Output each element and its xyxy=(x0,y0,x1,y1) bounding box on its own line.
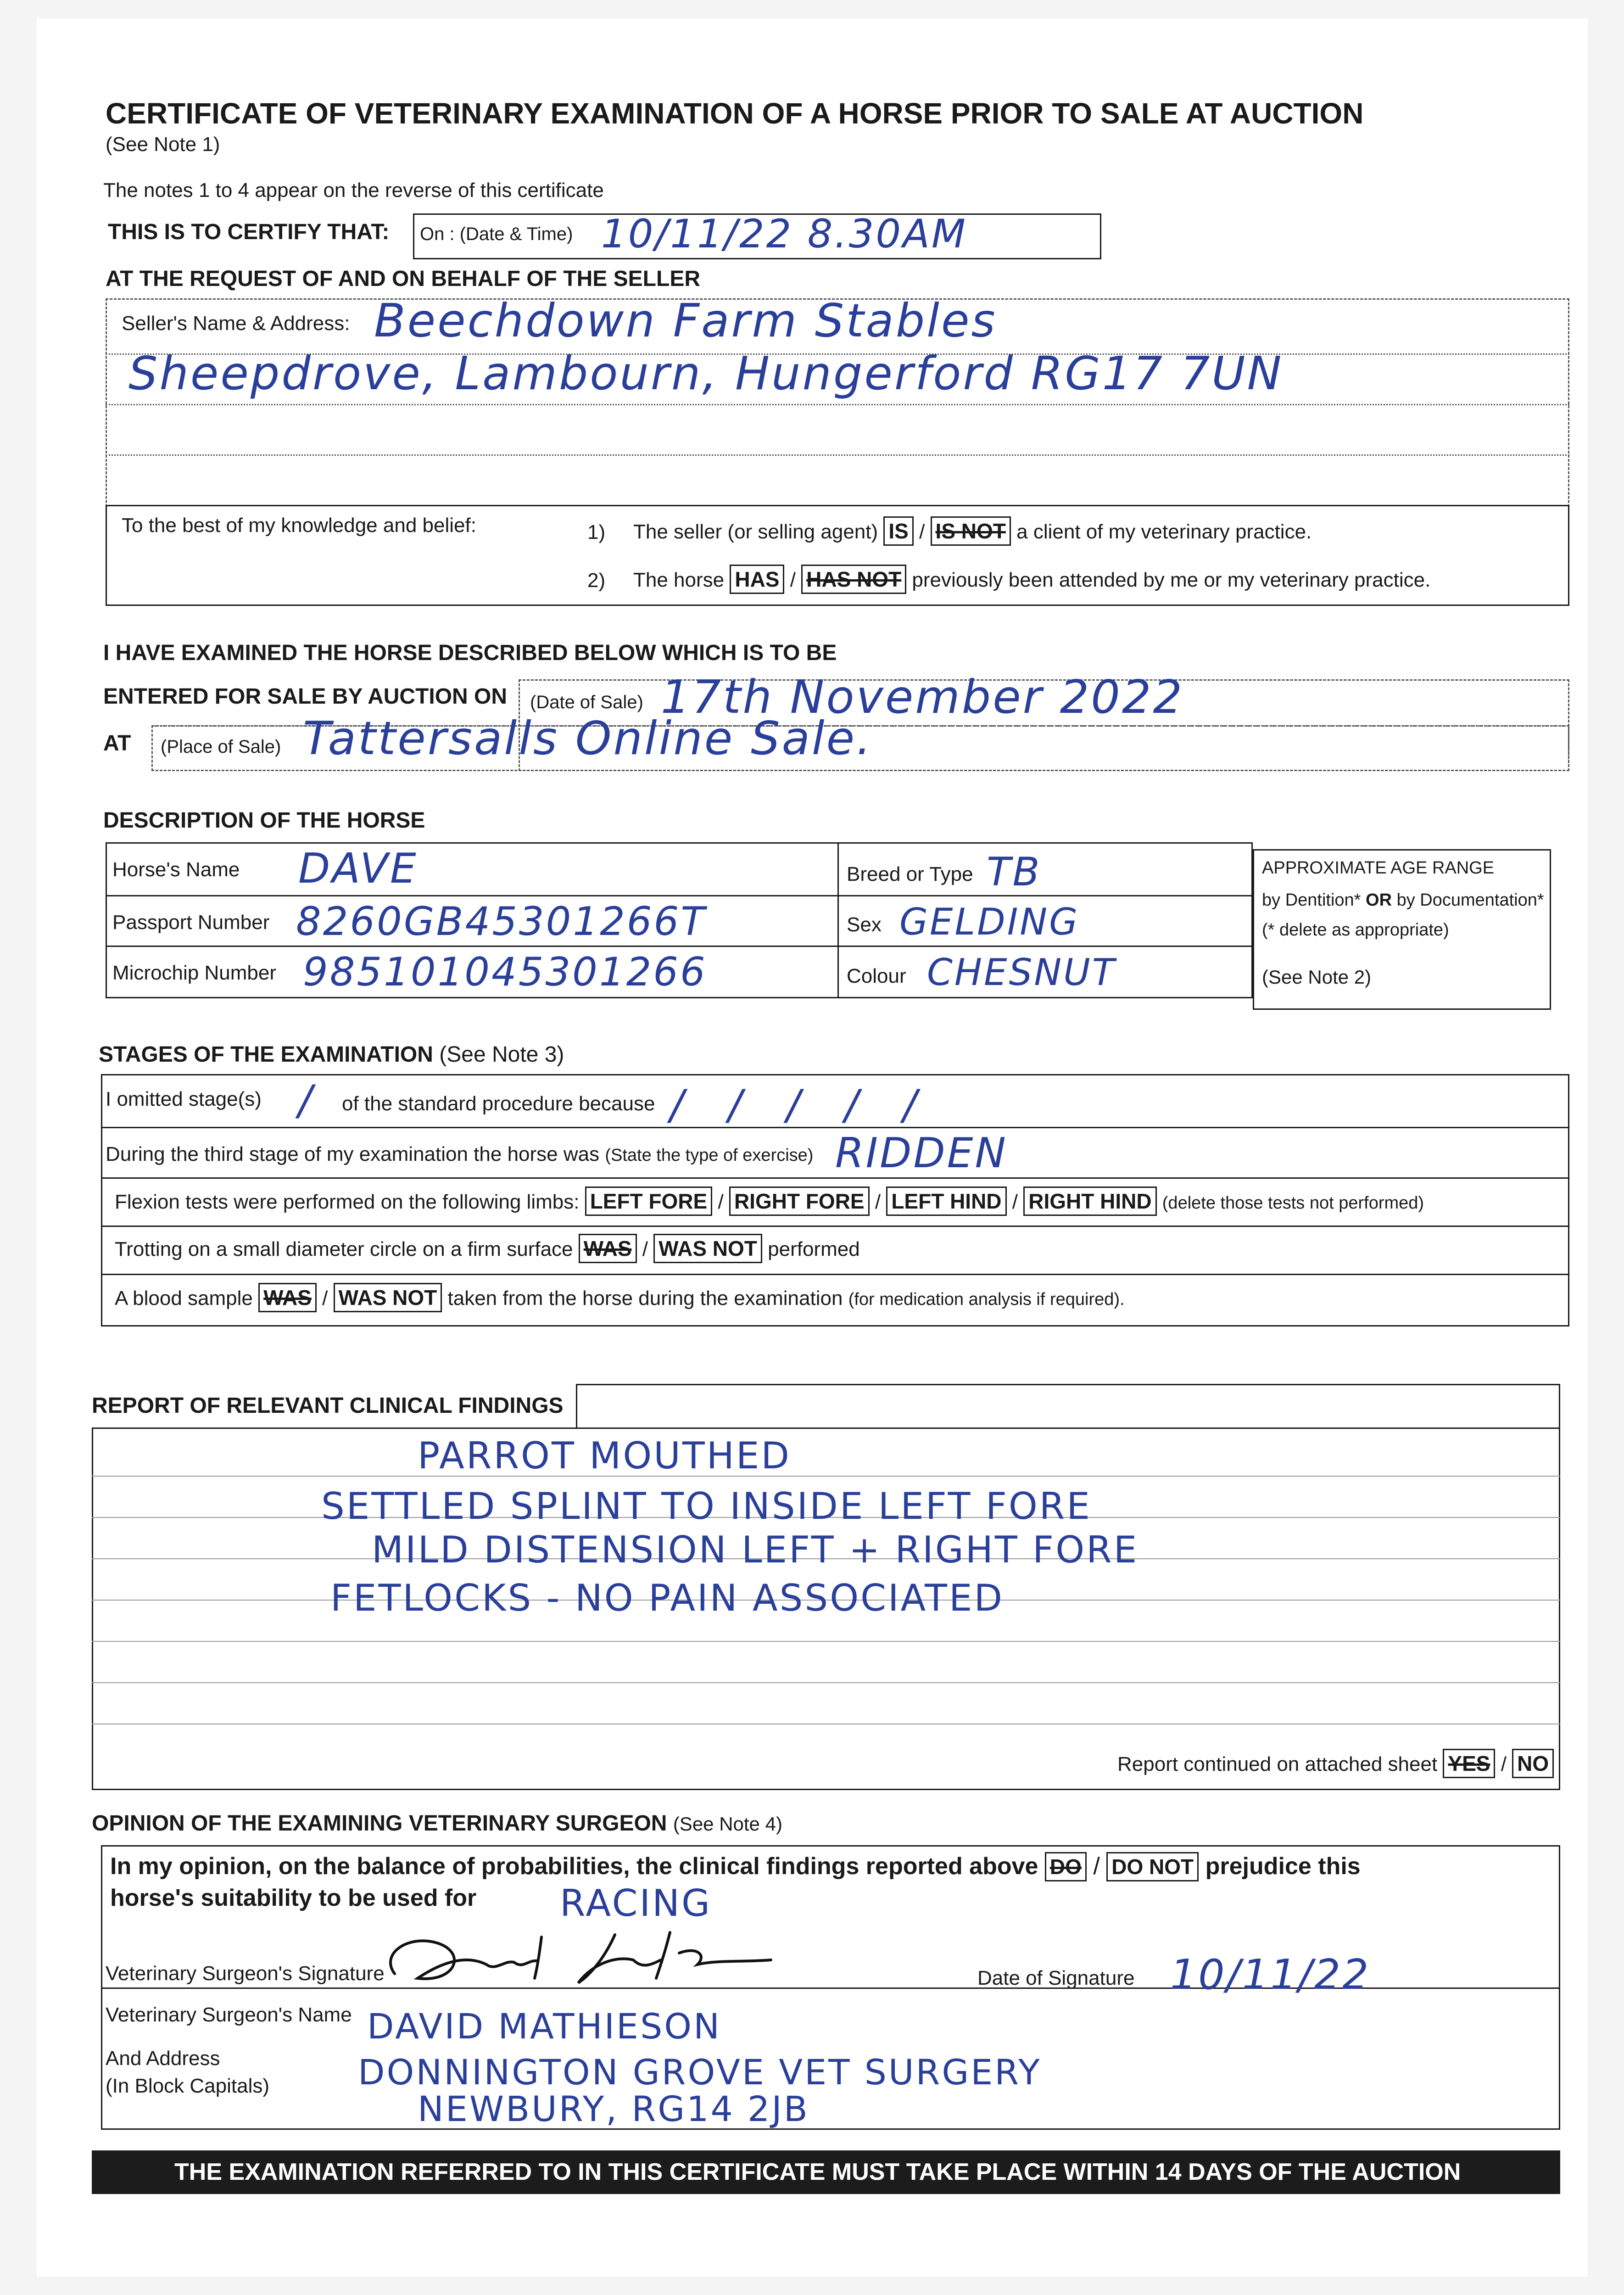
trotting-was[interactable]: WAS xyxy=(579,1234,637,1263)
entered-label: ENTERED FOR SALE BY AUCTION ON xyxy=(103,684,508,709)
omitted-reason-value[interactable]: / / / / / xyxy=(670,1081,919,1129)
finding-line-2: SETTLED SPLINT TO INSIDE LEFT FORE xyxy=(321,1485,1092,1528)
flexion-left-fore[interactable]: LEFT FORE xyxy=(585,1187,713,1216)
third-stage-value[interactable]: RIDDEN xyxy=(835,1129,1008,1177)
passport-label: Passport Number xyxy=(112,911,270,934)
flexion-row: Flexion tests were performed on the following limbs: LEFT FORE / RIGHT FORE / LEFT HIND / RIGHT HIND (delete those tests not performed) xyxy=(115,1187,1424,1216)
knowledge-label: To the best of my knowledge and belief: xyxy=(122,514,476,537)
seller-label: Seller's Name & Address: xyxy=(122,312,350,335)
q1-option-is-not[interactable]: IS NOT xyxy=(931,516,1011,546)
breed-value[interactable]: TB xyxy=(987,849,1042,895)
q2-number: 2) xyxy=(587,569,606,592)
colour-label: Colour xyxy=(847,965,906,987)
examined-label: I HAVE EXAMINED THE HORSE DESCRIBED BELOW WHICH IS TO BE xyxy=(103,641,837,665)
breed-label: Breed or Type xyxy=(847,863,973,885)
sex-value[interactable]: GELDING xyxy=(899,901,1080,943)
microchip-value[interactable]: 985101045301266 xyxy=(303,949,707,995)
trotting-was-not[interactable]: WAS NOT xyxy=(653,1234,762,1263)
veterinary-signature[interactable] xyxy=(376,1928,881,1992)
continued-row: Report continued on attached sheet YES / NO xyxy=(1117,1749,1554,1778)
opinion-heading: OPINION OF THE EXAMINING VETERINARY SURGEON (See Note 4) xyxy=(92,1811,782,1836)
seller-line-1[interactable]: Beechdown Farm Stables xyxy=(374,294,997,347)
finding-line-3: MILD DISTENSION LEFT + RIGHT FORE xyxy=(372,1528,1139,1571)
blood-was-not[interactable]: WAS NOT xyxy=(334,1283,442,1312)
sex-label: Sex xyxy=(847,913,882,936)
suitability-value[interactable]: RACING xyxy=(560,1882,712,1925)
omitted-because-label: of the standard procedure because xyxy=(342,1092,655,1115)
stages-heading: STAGES OF THE EXAMINATION (See Note 3) xyxy=(99,1042,564,1067)
vet-address-line-2[interactable]: NEWBURY, RG14 2JB xyxy=(418,2088,809,2129)
passport-value[interactable]: 8260GB45301266T xyxy=(296,899,707,945)
q1-label: The seller (or selling agent) xyxy=(633,521,878,543)
continued-yes[interactable]: YES xyxy=(1443,1749,1495,1778)
opinion-do[interactable]: DO xyxy=(1045,1852,1087,1881)
q1-tail: a client of my veterinary practice. xyxy=(1016,521,1312,543)
date-time-label: On : (Date & Time) xyxy=(420,224,573,244)
sale-place-value: Tattersalls Online Sale. xyxy=(303,711,873,765)
q1-option-is[interactable]: IS xyxy=(883,516,913,546)
seller-line-2[interactable]: Sheepdrove, Lambourn, Hungerford RG17 7UN xyxy=(128,347,1284,400)
q1-number: 1) xyxy=(587,521,606,543)
findings-header-box xyxy=(576,1384,1560,1427)
age-line-2: by Dentition* OR by Documentation* xyxy=(1262,890,1544,910)
footer-banner-text: THE EXAMINATION REFERRED TO IN THIS CERTIFICATE MUST TAKE PLACE WITHIN 14 DAYS OF THE AUCTION xyxy=(174,2159,1461,2185)
blood-was[interactable]: WAS xyxy=(258,1283,317,1312)
flexion-right-hind[interactable]: RIGHT HIND xyxy=(1023,1187,1156,1216)
age-by-dentition[interactable]: by Dentition* xyxy=(1262,890,1361,910)
certificate-page xyxy=(37,18,1588,2277)
q2-tail: previously been attended by me or my veterinary practice. xyxy=(912,569,1431,591)
horse-name-label: Horse's Name xyxy=(112,858,240,881)
vet-name-label: Veterinary Surgeon's Name xyxy=(106,2004,352,2026)
continued-no[interactable]: NO xyxy=(1512,1749,1554,1778)
notes-line: The notes 1 to 4 appear on the reverse of this certificate xyxy=(103,179,604,202)
colour-value[interactable]: CHESNUT xyxy=(927,951,1116,994)
microchip-label: Microchip Number xyxy=(112,962,276,984)
age-line-1: APPROXIMATE AGE RANGE xyxy=(1262,858,1495,878)
q2-option-has-not[interactable]: HAS NOT xyxy=(801,565,906,594)
age-note: (See Note 2) xyxy=(1262,966,1372,988)
finding-line-1: PARROT MOUTHED xyxy=(418,1434,792,1477)
request-label: AT THE REQUEST OF AND ON BEHALF OF THE SELLER xyxy=(106,267,700,291)
third-stage-label: During the third stage of my examination the horse was (State the type of exercise) xyxy=(106,1143,814,1165)
finding-line-4: FETLOCKS - NO PAIN ASSOCIATED xyxy=(330,1577,1005,1619)
vet-address-line-1[interactable]: DONNINGTON GROVE VET SURGERY xyxy=(358,2052,1042,2093)
findings-heading: REPORT OF RELEVANT CLINICAL FINDINGS xyxy=(92,1394,564,1418)
signature-date-label: Date of Signature xyxy=(977,1967,1135,1989)
suitability-label: horse's suitability to be used for xyxy=(110,1885,477,1911)
flexion-left-hind[interactable]: LEFT HIND xyxy=(886,1187,1006,1216)
age-line-3: (* delete as appropriate) xyxy=(1262,920,1449,940)
q2-text: The horse HAS / HAS NOT previously been attended by me or my veterinary practice. xyxy=(633,565,1430,594)
vet-address-note: (In Block Capitals) xyxy=(106,2075,270,2097)
opinion-do-not[interactable]: DO NOT xyxy=(1106,1852,1199,1881)
signature-date-value[interactable]: 10/11/22 xyxy=(1170,1951,1371,1999)
blood-row: A blood sample WAS / WAS NOT taken from the horse during the examination (for medication analysis if required). xyxy=(115,1283,1125,1312)
certificate-title: CERTIFICATE OF VETERINARY EXAMINATION OF A HORSE PRIOR TO SALE AT AUCTION xyxy=(106,97,1364,130)
sale-place-label: (Place of Sale) xyxy=(161,737,281,757)
age-by-documentation[interactable]: by Documentation* xyxy=(1396,890,1544,910)
q1-text: The seller (or selling agent) IS / IS NOT a client of my veterinary practice. xyxy=(633,516,1311,546)
vet-address-label: And Address xyxy=(106,2047,220,2070)
flexion-right-fore[interactable]: RIGHT FORE xyxy=(729,1187,870,1216)
horse-name-value[interactable]: DAVE xyxy=(298,845,418,893)
opinion-text-row: In my opinion, on the balance of probabilities, the clinical findings reported above DO / DO NOT prejudice this xyxy=(110,1852,1361,1881)
omitted-label: I omitted stage(s) xyxy=(106,1088,262,1110)
date-time-value: 10/11/22 8.30AM xyxy=(601,211,968,257)
certify-label: THIS IS TO CERTIFY THAT: xyxy=(108,220,390,244)
q2-label: The horse xyxy=(633,569,725,591)
sale-date-value: 17th November 2022 xyxy=(661,670,1184,724)
omitted-stage-value[interactable]: / xyxy=(298,1076,314,1125)
q2-option-has[interactable]: HAS xyxy=(730,565,784,594)
at-label: AT xyxy=(103,731,131,756)
signature-label: Veterinary Surgeon's Signature xyxy=(106,1962,385,1985)
title-note: (See Note 1) xyxy=(106,133,220,156)
description-heading: DESCRIPTION OF THE HORSE xyxy=(103,808,425,833)
trotting-row: Trotting on a small diameter circle on a firm surface WAS / WAS NOT performed xyxy=(115,1234,860,1263)
sale-date-label: (Date of Sale) xyxy=(530,692,643,712)
vet-name-value[interactable]: DAVID MATHIESON xyxy=(367,2006,721,2047)
